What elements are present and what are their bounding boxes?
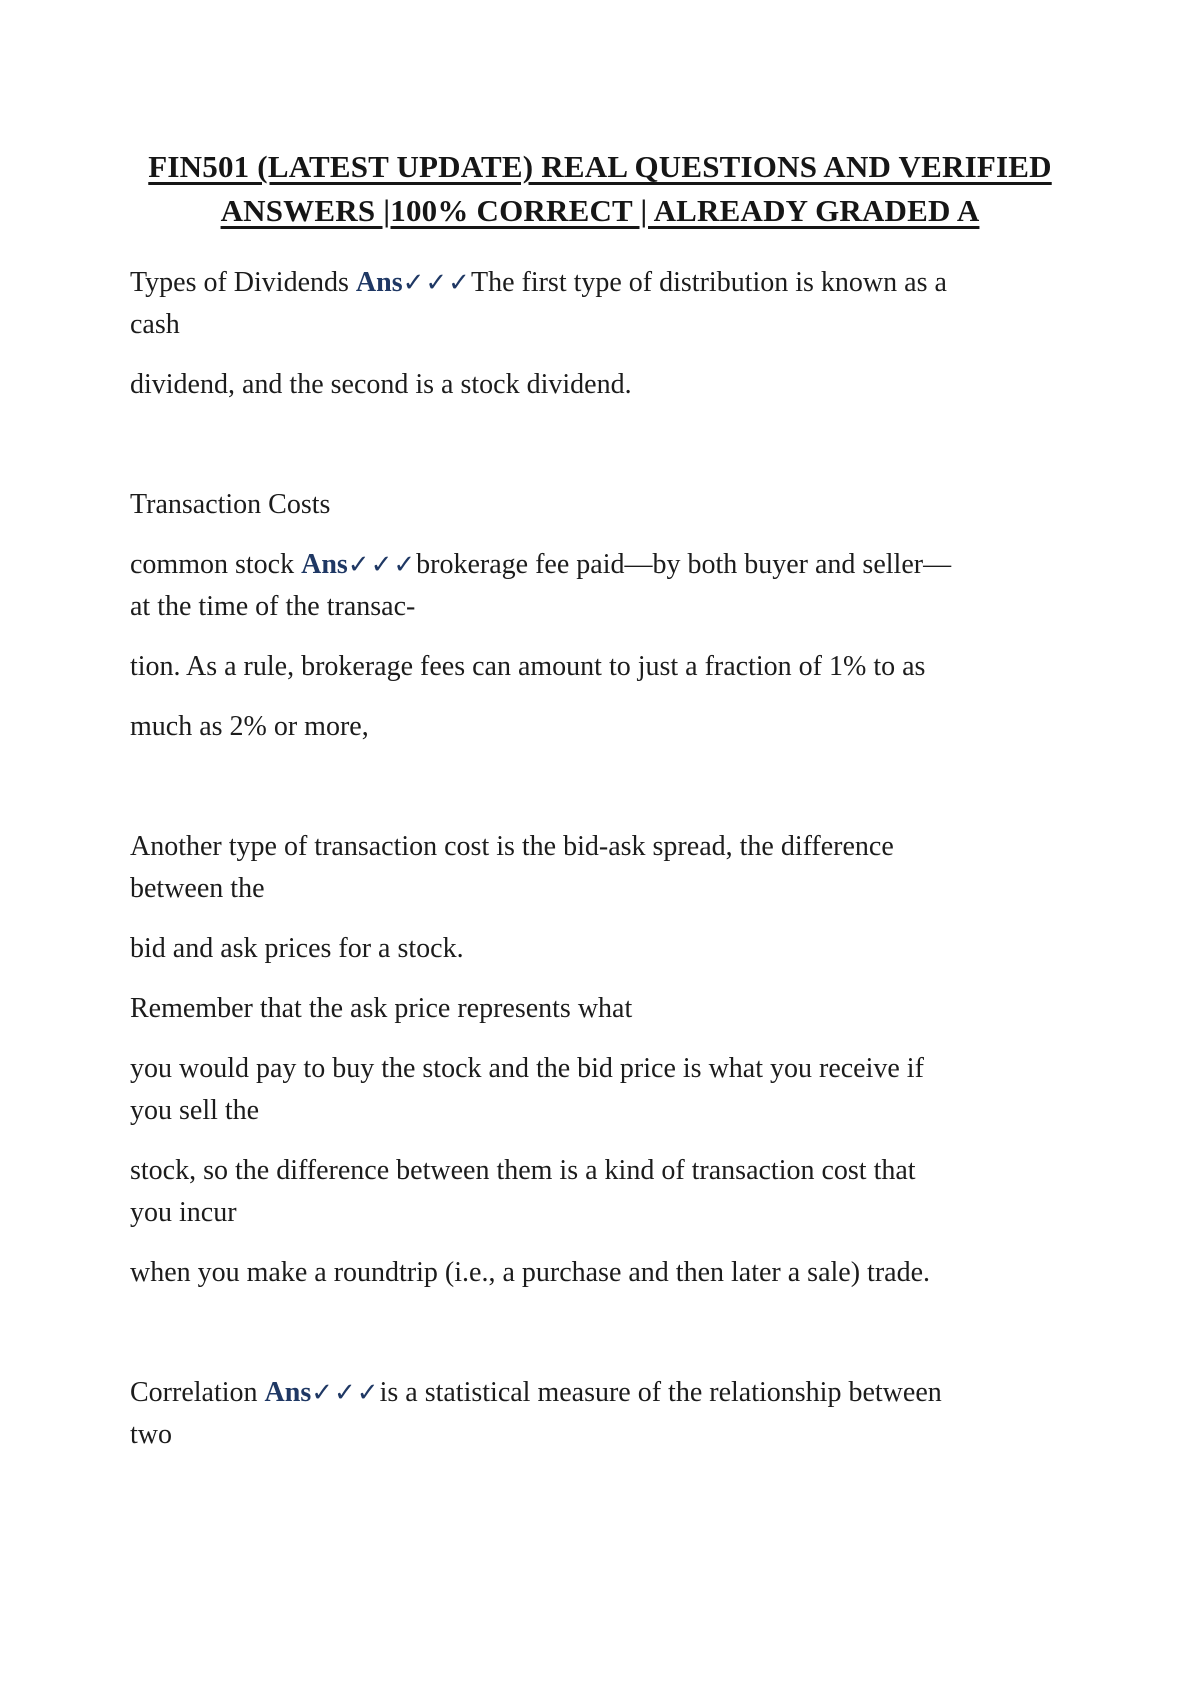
- text-run: Remember that the ask price represents what: [130, 993, 633, 1024]
- text-run: is a statistical measure of the relationship between: [379, 1377, 942, 1408]
- answer-label: Ans: [301, 549, 348, 580]
- blank-line: [130, 1312, 1070, 1354]
- text-run: brokerage fee paid—by both buyer and seller—: [416, 549, 952, 580]
- text-line: [130, 928, 1070, 970]
- document-title-line-1: FIN501 (LATEST UPDATE) REAL QUESTIONS AND VERIFIED: [148, 149, 1052, 184]
- document-paragraph: [130, 928, 1070, 970]
- text-run: much as 2% or more,: [130, 711, 369, 742]
- text-run: cash: [130, 309, 180, 340]
- document-paragraph: [130, 988, 1070, 1030]
- text-run: The first type of distribution is known as a: [470, 267, 947, 298]
- text-run: you sell the: [130, 1095, 260, 1126]
- text-run: tion. As a rule, brokerage fees can amount to just a fraction of 1% to as: [130, 651, 926, 682]
- document-paragraph: [130, 484, 1070, 526]
- text-run: when you make a roundtrip (i.e., a purchase and then later a sale) trade.: [130, 1257, 930, 1288]
- text-line: [130, 1192, 1070, 1234]
- text-line: [130, 1414, 1070, 1456]
- text-line: [130, 1150, 1070, 1192]
- text-run: Correlation: [130, 1377, 265, 1408]
- text-line: [130, 1372, 1070, 1414]
- text-run: two: [130, 1419, 172, 1450]
- text-run: you would pay to buy the stock and the bid price is what you receive if: [130, 1053, 924, 1084]
- text-line: [130, 544, 1070, 586]
- blank-line: [130, 424, 1070, 466]
- text-line: [130, 262, 1070, 304]
- text-run: Transaction Costs: [130, 489, 331, 520]
- answer-checkmarks: ✓✓✓: [347, 550, 417, 580]
- answer-checkmarks: ✓✓✓: [311, 1378, 380, 1408]
- text-line: [130, 1048, 1070, 1090]
- text-run: between the: [130, 873, 265, 904]
- text-run: Another type of transaction cost is the bid-ask spread, the difference: [130, 831, 894, 862]
- text-run: you incur: [130, 1197, 237, 1228]
- document-paragraph: [130, 1372, 1070, 1456]
- text-line: [130, 586, 1070, 628]
- document-paragraph: [130, 646, 1070, 688]
- answer-label: Ans: [355, 267, 403, 298]
- document-title-line-2: ANSWERS |100% CORRECT | ALREADY GRADED A: [220, 193, 980, 228]
- text-line: [130, 304, 1070, 346]
- answer-label: Ans: [264, 1377, 312, 1408]
- text-line: [130, 826, 1070, 868]
- text-line: [130, 1090, 1070, 1132]
- text-run: at the time of the transac-: [130, 591, 416, 622]
- document-paragraph: [130, 1150, 1070, 1234]
- text-run: Types of Dividends: [130, 267, 356, 298]
- answer-checkmarks: ✓✓✓: [402, 268, 471, 298]
- document-paragraph: [130, 544, 1070, 628]
- document-paragraph: [130, 826, 1070, 910]
- text-run: stock, so the difference between them is a kind of transaction cost that: [130, 1155, 916, 1186]
- text-run: common stock: [130, 549, 302, 580]
- document-paragraph: [130, 1252, 1070, 1294]
- document-paragraph: [130, 1048, 1070, 1132]
- text-line: [130, 364, 1070, 406]
- document-paragraph: [130, 706, 1070, 748]
- document-title: [130, 145, 1070, 233]
- text-line: [130, 988, 1070, 1030]
- text-line: [130, 1252, 1070, 1294]
- text-run: bid and ask prices for a stock.: [130, 933, 464, 964]
- text-line: [130, 484, 1070, 526]
- document-body: [130, 262, 1070, 1456]
- text-line: [130, 706, 1070, 748]
- document-paragraph: [130, 364, 1070, 406]
- text-line: [130, 646, 1070, 688]
- text-line: [130, 868, 1070, 910]
- blank-line: [130, 766, 1070, 808]
- document-paragraph: [130, 262, 1070, 346]
- text-run: dividend, and the second is a stock dividend.: [130, 369, 632, 400]
